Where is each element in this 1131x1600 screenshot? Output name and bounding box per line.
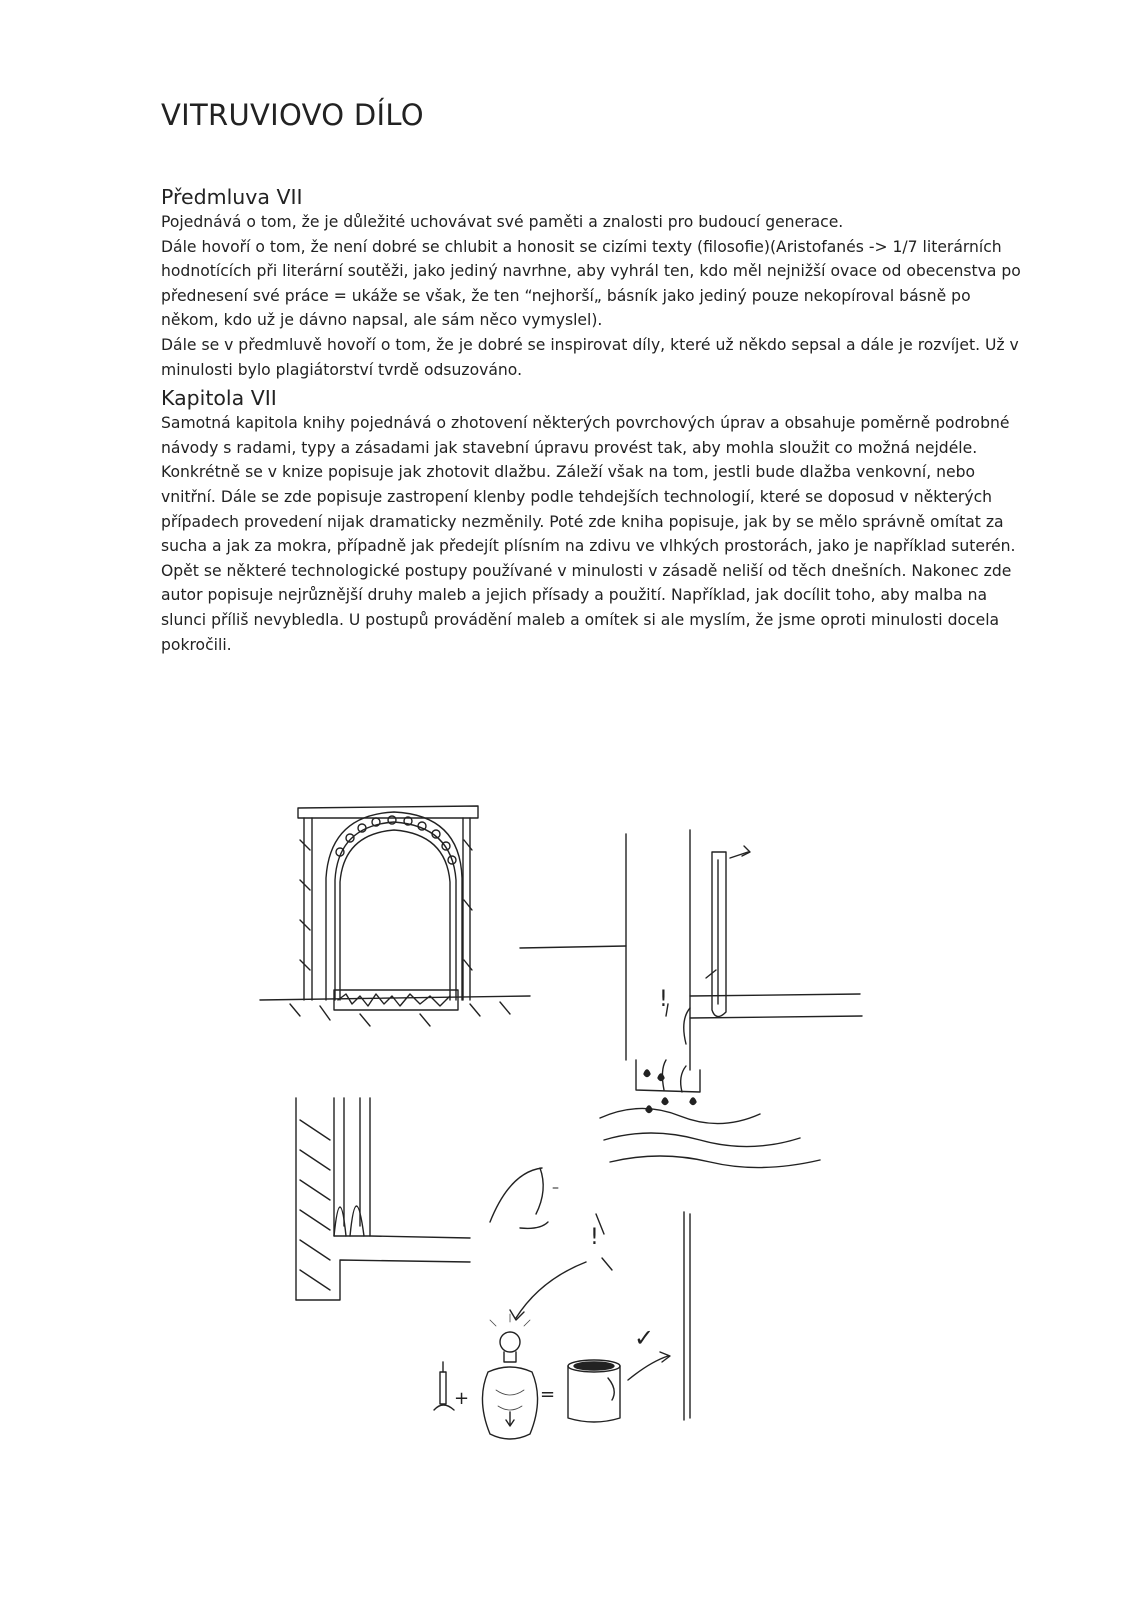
exclamation-mark: ! xyxy=(590,1225,599,1250)
paragraph: Dále se v předmluvě hovoří o tom, že je dobré se inspirovat díly, které už někdo sepsal a dále je rozvíjet. Už v minulosti bylo plagiátorství tvrdě odsuzováno. xyxy=(161,335,1019,379)
sun-fading-sketch xyxy=(490,1168,690,1420)
paint-equation-sketch xyxy=(434,1314,670,1439)
wall-moisture-sketch xyxy=(520,830,862,1168)
arched-doorway-sketch xyxy=(260,806,530,1026)
plus-mark: + xyxy=(454,1388,470,1409)
check-mark: ✓ xyxy=(634,1324,655,1352)
equals-mark: = xyxy=(540,1384,556,1405)
paragraph: Samotná kapitola knihy pojednává o zhotovení některých povrchových úprav a obsahuje poměrně podrobné návody s radami, typy a zásadami jak stavební úpravu provést tak, aby mohla sloužit co možná nejdéle. xyxy=(161,414,1010,457)
paragraph: Dále hovoří o tom, že není dobré se chlubit a honosit se cizími texty (filosofie)(Aristofanés -> 1/7 literárních hodnotících při literární soutěži, jako jediný navrhne, aby vyhrál ten, kdo měl nejnižší ovace od obecenstva po přednesení své práce = ukáže se však, že ten “nejhorší„ básník jako jediný pouze nekopíroval básně po někom, kdo už je dávno napsal, ale sám něco vymyslel). xyxy=(161,237,1021,330)
paragraph: Pojednává o tom, že je důležité uchovávat své paměti a znalosti pro budoucí generace. xyxy=(161,213,844,231)
page-title: VITRUVIOVO DÍLO xyxy=(161,98,424,132)
wall-corner-sketch xyxy=(296,1098,470,1300)
section-heading-kapitola: Kapitola VII xyxy=(161,386,277,411)
section-heading-predmluva: Předmluva VII xyxy=(161,185,303,209)
paragraph: Konkrétně se v knize popisuje jak zhotovit dlažbu. Záleží však na tom, jestli bude dlažba venkovní, nebo vnitřní. Dále se zde popisuje zastropení klenby podle tehdejších technologií, které se doposud v některých případech provedení nijak dramaticky nezměnily. Poté zde kniha popisuje, jak by se mělo správně omítat za sucha a jak za mokra, případně jak předejít plísním na zdivu ve vlhkých prostorách, jako je například suterén. Opět se některé technologické postupy používané v minulosti v zásadě neliší od těch dnešních. Nakonec zde autor popisuje nejrůznější druhy maleb a jejich přísady a použití. Například, jak docílit toho, aby malba na slunci příliš nevybledla. U postupů provádění maleb a omítek si ale myslím, že jsme oproti minulosti docela pokročili. xyxy=(161,463,1016,654)
exclamation-mark: ! xyxy=(659,987,668,1012)
minus-mark: – xyxy=(552,1180,559,1196)
